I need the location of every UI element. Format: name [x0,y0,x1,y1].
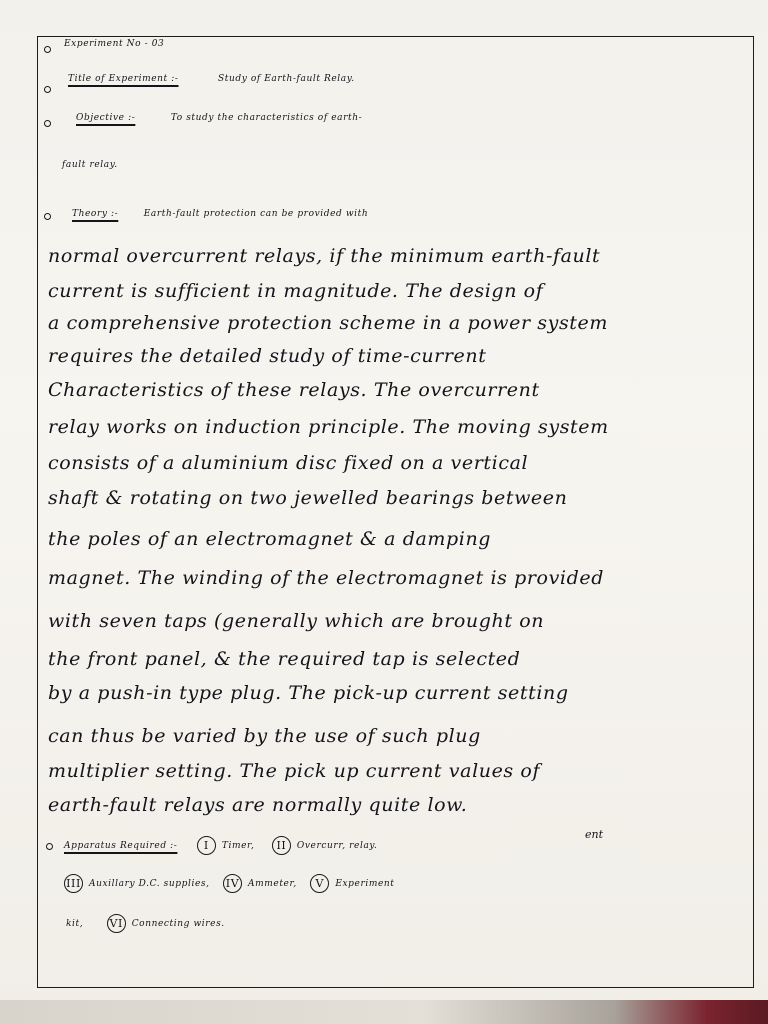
table-surface [0,1000,768,1024]
item-number: IV [223,874,242,893]
theory-line: shaft & rotating on two jewelled bearings between [48,487,568,509]
apparatus-item: Ammeter, [248,879,297,889]
item-number: V [310,874,329,893]
experiment-number: Experiment No - 03 [64,39,165,49]
objective-text: To study the characteristics of earth- [170,113,363,123]
bullet-dot [44,213,51,220]
apparatus-item: Experiment [335,879,395,889]
theory-heading: Theory :- [72,209,119,219]
objective-line-2: fault relay. [62,160,118,170]
theory-line: by a push-in type plug. The pick-up current setting [48,682,569,704]
bullet-dot [46,843,53,850]
theory-text-first: Earth-fault protection can be provided with [143,209,369,219]
objective-line-1 [76,113,768,123]
bullet-dot [44,86,51,93]
apparatus-item: kit, [66,919,84,929]
apparatus-item: Connecting wires. [131,919,225,929]
title-line [68,74,768,84]
theory-line: relay works on induction principle. The moving system [48,416,609,438]
theory-line: requires the detailed study of time-current [48,345,487,367]
theory-line: with seven taps (generally which are brought on [48,610,545,632]
bullet-dot [44,120,51,127]
apparatus-heading: Apparatus Required :- [64,841,178,851]
theory-line: the poles of an electromagnet & a damping [48,528,492,550]
title-heading: Title of Experiment :- [68,74,179,84]
theory-line: current is sufficient in magnitude. The design of [48,280,544,302]
theory-line: the front panel, & the required tap is selected [48,648,521,670]
theory-line-1 [72,209,768,219]
theory-line: Characteristics of these relays. The overcurrent [48,379,540,401]
apparatus-line-2 [64,874,768,893]
item-number: II [272,836,291,855]
apparatus-item: Overcurr, relay. [296,841,378,851]
apparatus-line-1 [64,836,768,855]
theory-line: magnet. The winding of the electromagnet is provided [48,567,604,589]
objective-heading: Objective :- [76,113,136,123]
apparatus-line-3 [66,914,768,933]
apparatus-item: Timer, [221,841,255,851]
theory-line: a comprehensive protection scheme in a power system [48,312,609,334]
apparatus-item: Auxillary D.C. supplies, [89,879,210,889]
theory-line: consists of a aluminium disc fixed on a vertical [48,452,529,474]
bullet-dot [44,46,51,53]
theory-line: normal overcurrent relays, if the minimum earth-fault [48,245,601,267]
theory-line: can thus be varied by the use of such plug [48,725,481,747]
theory-line: multiplier setting. The pick up current values of [48,760,541,782]
item-number: III [64,874,83,893]
item-number: I [197,836,216,855]
title-text: Study of Earth-fault Relay. [217,74,355,84]
apparatus-insert: ent [585,828,604,841]
theory-line: earth-fault relays are normally quite low. [48,794,468,816]
item-number: VI [107,914,126,933]
